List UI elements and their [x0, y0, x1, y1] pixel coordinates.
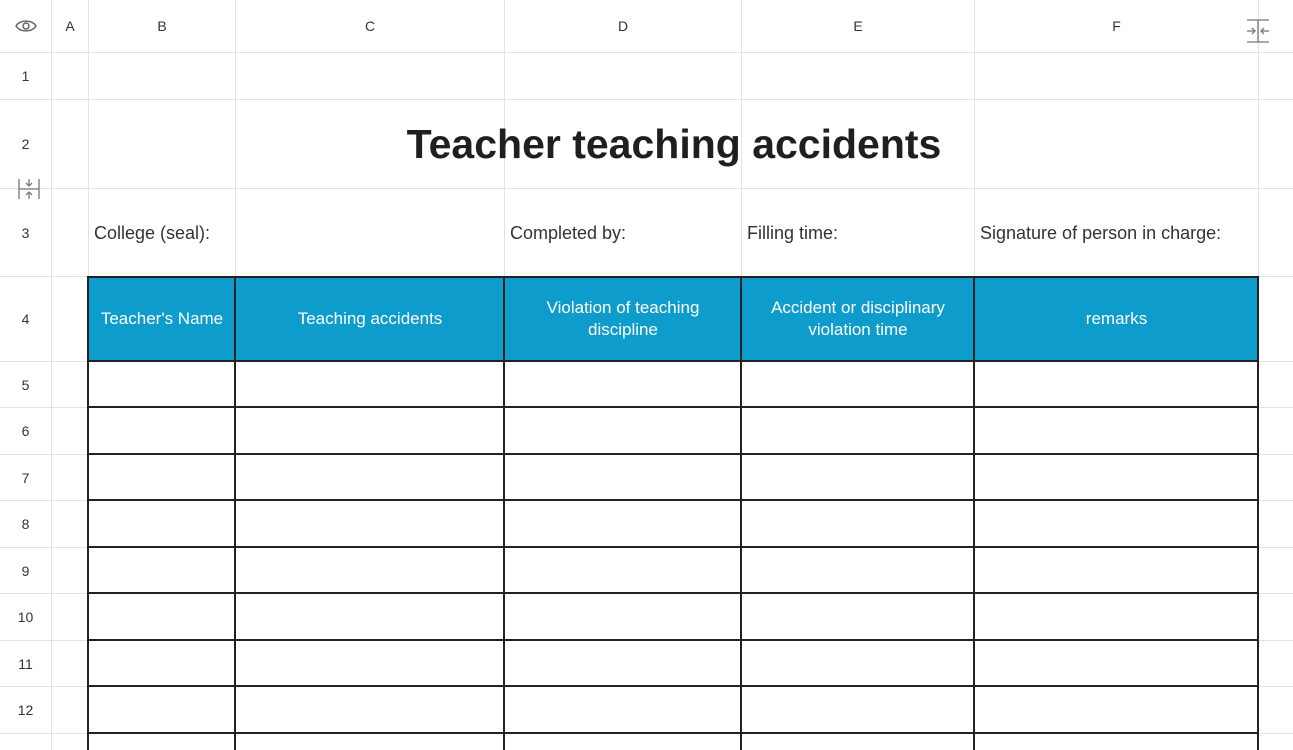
table-border	[88, 499, 1259, 501]
row-header-11[interactable]: 11	[18, 655, 33, 672]
row-header-1[interactable]: 1	[21, 68, 30, 84]
table-border	[87, 276, 89, 750]
sheet-title[interactable]: Teacher teaching accidents	[406, 120, 942, 167]
header-remarks[interactable]: remarks	[975, 277, 1258, 361]
row-header-7[interactable]: 7	[21, 469, 30, 486]
column-header-f[interactable]: F	[1112, 18, 1121, 34]
header-teaching-accidents[interactable]: Teaching accidents	[236, 277, 504, 361]
row-header-5[interactable]: 5	[21, 376, 30, 393]
table-border	[740, 276, 742, 750]
column-header-a[interactable]: A	[65, 18, 75, 34]
eye-icon[interactable]	[15, 18, 37, 39]
row-header-9[interactable]: 9	[21, 562, 30, 579]
table-border	[88, 406, 1259, 408]
row-header-4[interactable]: 4	[21, 311, 30, 327]
row-header-6[interactable]: 6	[21, 423, 30, 439]
header-teacher-name[interactable]: Teacher's Name	[89, 277, 235, 361]
table-border	[973, 276, 975, 750]
filling-time-label[interactable]: Filling time:	[747, 222, 839, 243]
freeze-rows-icon[interactable]	[17, 177, 41, 206]
table-border	[1257, 276, 1259, 750]
table-border	[88, 360, 1259, 362]
table-border	[88, 453, 1259, 455]
table-border	[88, 546, 1259, 548]
column-header-c[interactable]: C	[364, 18, 376, 34]
row-header-3[interactable]: 3	[21, 224, 30, 241]
table-border	[503, 276, 505, 750]
signature-label[interactable]: Signature of person in charge:	[980, 222, 1222, 243]
row-header-2[interactable]: 2	[21, 136, 30, 152]
table-border	[88, 639, 1259, 641]
row-header-8[interactable]: 8	[21, 516, 30, 532]
table-border	[88, 592, 1259, 594]
header-violation-time[interactable]: Accident or disciplinary violation time	[742, 277, 974, 361]
table-border	[88, 276, 1259, 278]
college-seal-label[interactable]: College (seal):	[94, 222, 211, 243]
completed-by-label[interactable]: Completed by:	[510, 222, 627, 243]
table-border	[234, 276, 236, 750]
freeze-columns-icon[interactable]	[1244, 18, 1272, 49]
row-header-12[interactable]: 12	[17, 702, 34, 718]
column-header-b[interactable]: B	[157, 18, 167, 34]
column-header-e[interactable]: E	[853, 18, 863, 34]
row-header-10[interactable]: 10	[17, 609, 34, 625]
gridline	[0, 52, 1293, 53]
column-header-d[interactable]: D	[617, 18, 629, 34]
gridline	[51, 0, 52, 750]
table-border	[88, 732, 1259, 734]
header-violation-of-teaching-discipline[interactable]: Violation of teaching discipline	[505, 277, 741, 361]
table-border	[88, 685, 1259, 687]
